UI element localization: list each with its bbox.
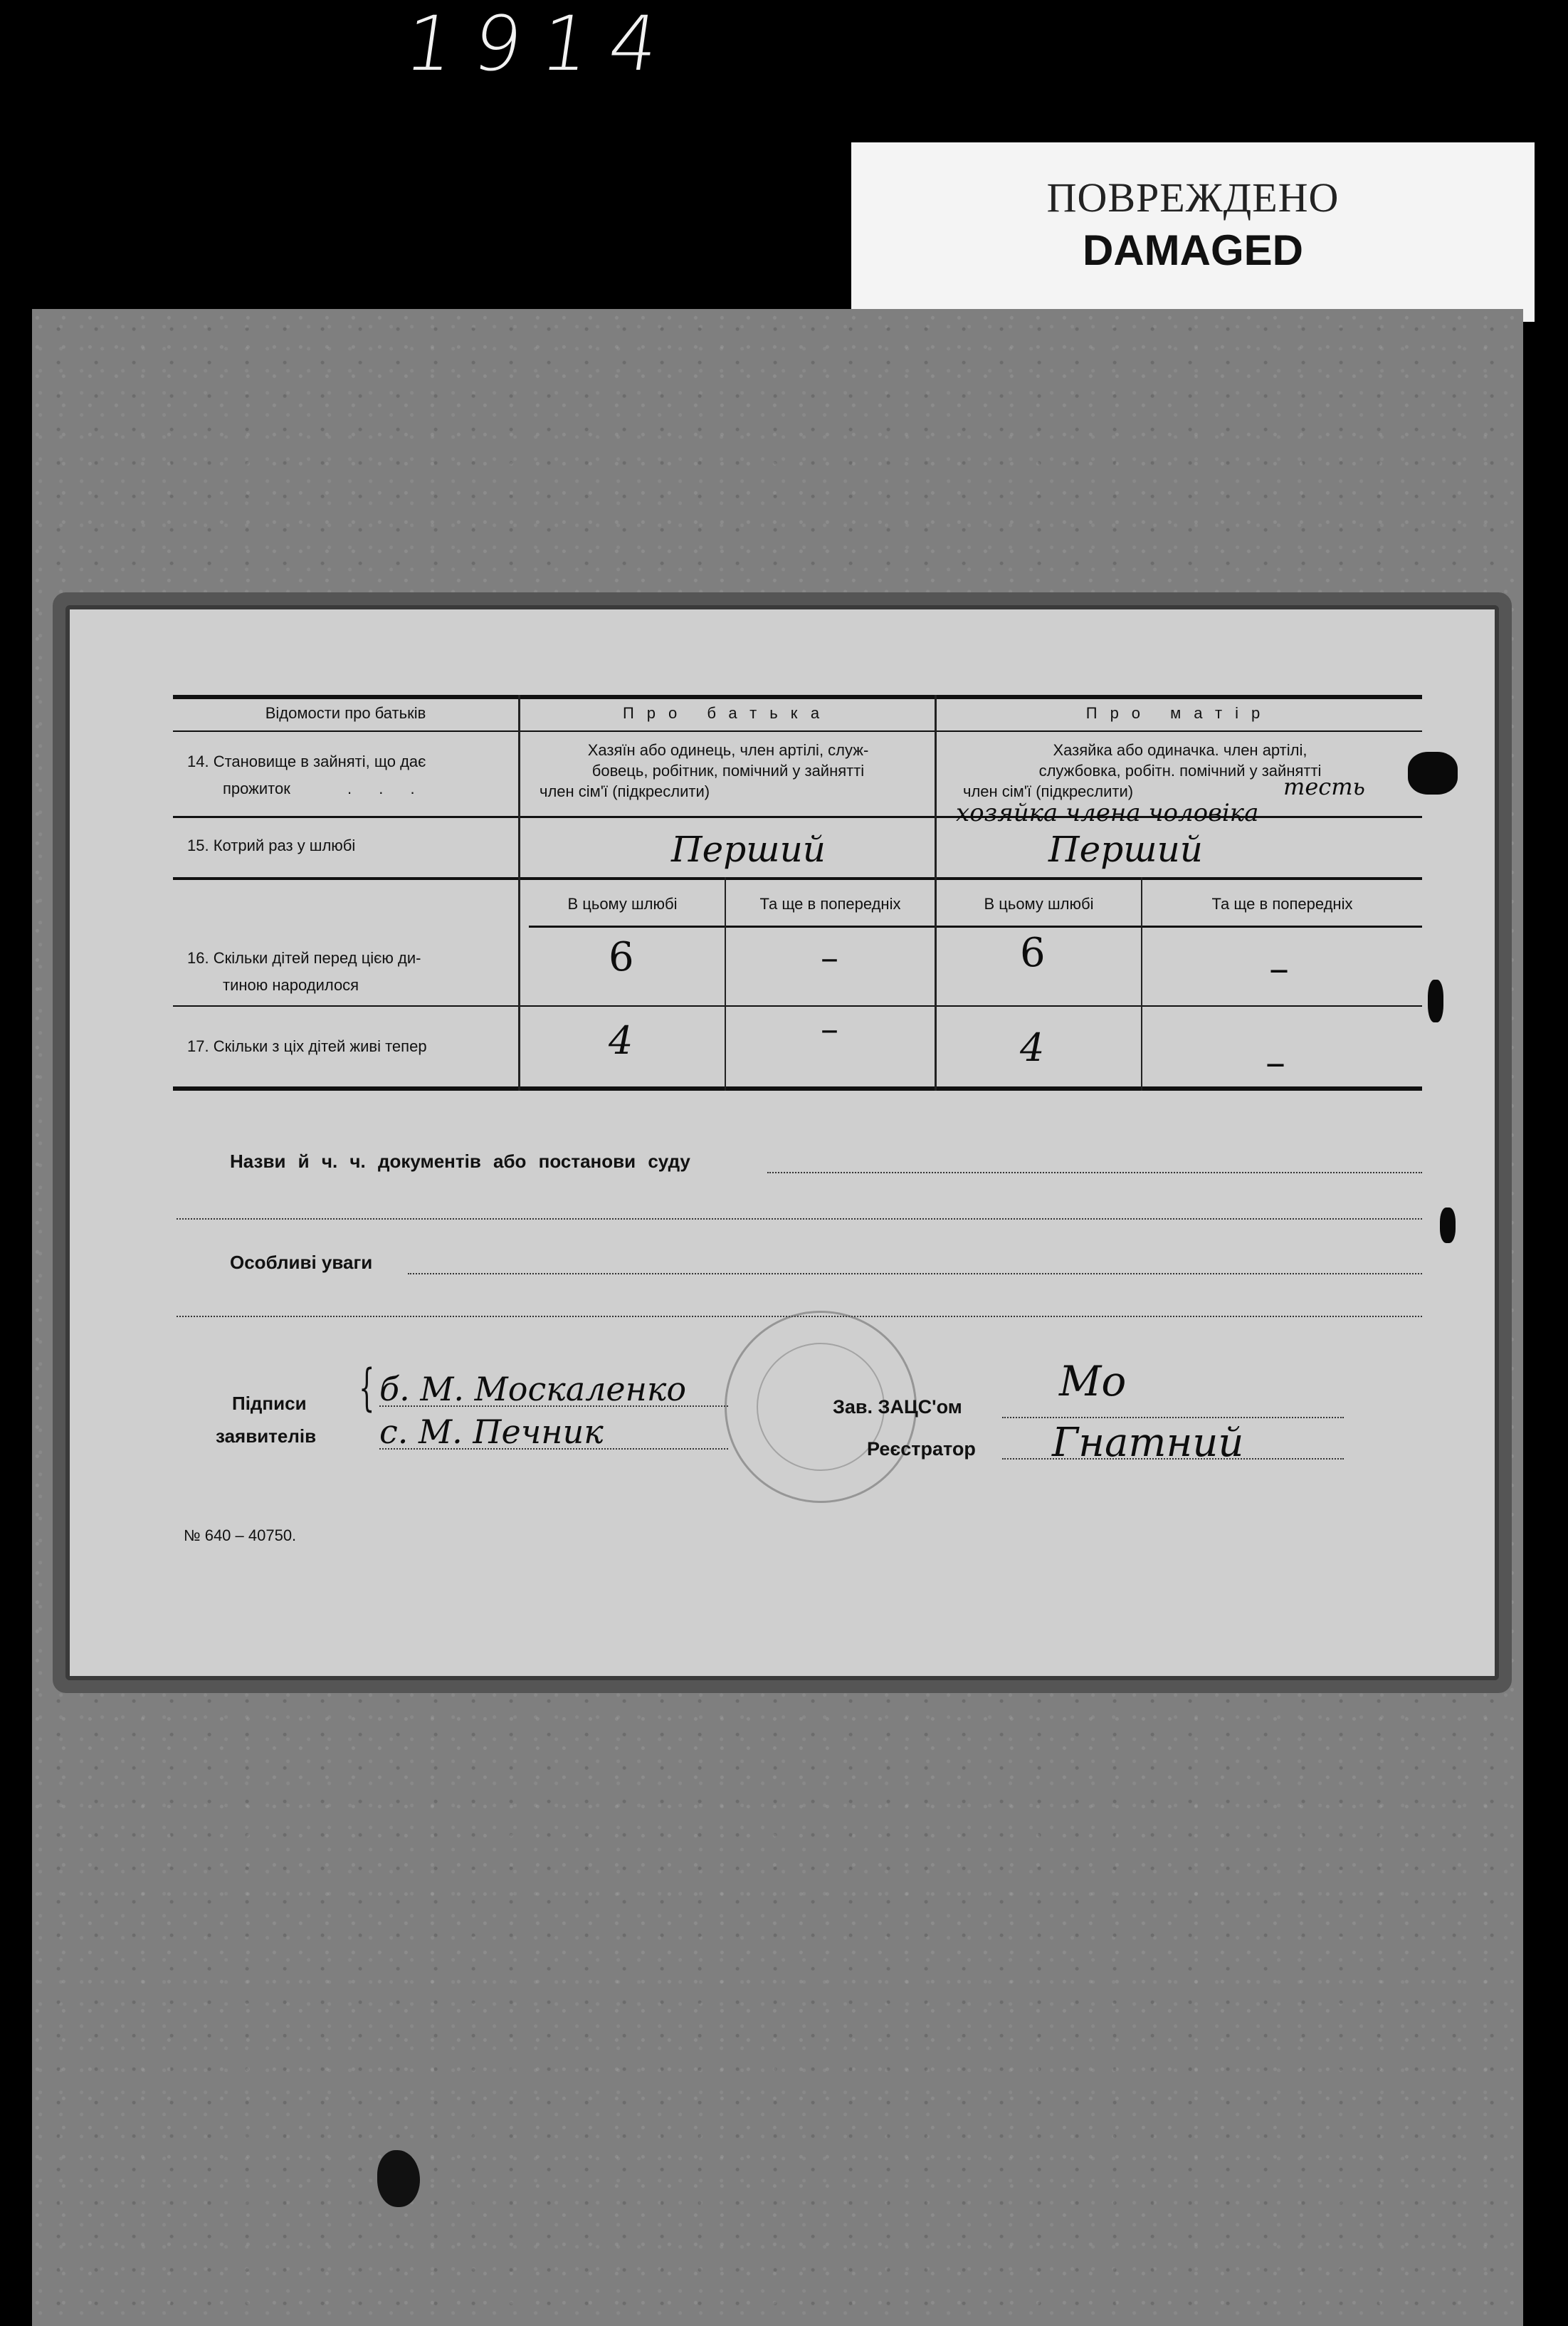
- applicants-label-line2: заявителів: [216, 1425, 317, 1447]
- documents-line-2: [177, 1218, 1422, 1220]
- head-zags-line: [1002, 1417, 1344, 1418]
- row15-label: 15. Котрий раз у шлюбі: [187, 837, 356, 854]
- head-zags-label: Зав. ЗАЦС'ом: [833, 1396, 962, 1418]
- row17-mother-prev: –: [1266, 1039, 1285, 1086]
- applicant1-signature: б. М. Москаленко: [379, 1370, 687, 1408]
- damage-hole: [1408, 752, 1458, 795]
- damaged-label-ru: ПОВРЕЖДЕНО: [1046, 174, 1340, 221]
- header-parents-info: Відомости про батьків: [265, 704, 426, 722]
- mother-previous-header: Та ще в попередніх: [1211, 895, 1353, 913]
- row14-label-cont: прожиток: [223, 780, 290, 797]
- row17-label: 17. Скільки з ціх дітей живі тепер: [187, 1037, 427, 1055]
- table-header-rule: [173, 730, 1422, 732]
- registrar-signature: Гнатний: [1052, 1420, 1244, 1466]
- header-father: Про батька: [622, 704, 833, 722]
- applicants-bracket: {: [359, 1358, 375, 1417]
- documents-line-1: [767, 1172, 1422, 1173]
- applicant2-line: [379, 1448, 728, 1450]
- row14-father-line1: Хазяїн або одинець, член артілі, служ-: [587, 741, 869, 759]
- table-top-rule: [173, 695, 1422, 699]
- row16-label-cont: тиною народилося: [223, 976, 359, 994]
- row17-mother-this: 4: [1020, 1025, 1045, 1070]
- film-frame-number: 1914: [399, 0, 684, 88]
- row14-label: 14. Становище в зайняті, що дає: [187, 753, 426, 770]
- documents-label: Назви й ч. ч. документів або постанови суду: [230, 1151, 690, 1172]
- row14-mother-handwritten: хозяйка члена чоловіка: [956, 799, 1259, 827]
- row14-father-line2: бовець, робітник, помічний у зайнятті: [591, 762, 865, 780]
- registration-form-card: Відомости про батьків Про батька Про матір 14. Становище в зайняті, що дає прожиток . . . Хазяїн або одинець, член артілі, служ- бовець, робітник, помічний у зайнятті член сім'ї (підкреслити) Хазяйка або одиначка. член артілі, службовка, робітн. помічний у зайнятті член сім'ї (підкреслити) тесть хозяйка члена чоловіка 15. Котрий раз у шлюбі Перший Перший В цьому шлюбі Та ще в попередніх В цьому шлюбі Та ще в попередніх 16. Скільки дітей перед цією ди- тиною народилося 6 – 6 – 17. Скільки з ціх дітей живі тепер 4 – 4 – Назви й ч. ч. документів або постанови суду Особливі уваги Підписи заявителів { б. М. Москаленко с. М. Печник Зав. ЗАЦС'ом Реєстратор Мо Гнатний № 640 – 40750.: [65, 605, 1499, 1680]
- damage-hole: [1440, 1207, 1456, 1243]
- father-previous-header: Та ще в попередніх: [759, 895, 901, 913]
- applicant2-signature: с. М. Печник: [379, 1413, 604, 1451]
- damaged-label-en: DAMAGED: [1083, 226, 1303, 274]
- ink-blot: [377, 2150, 420, 2207]
- remarks-line-1: [408, 1273, 1422, 1274]
- damage-hole: [1428, 980, 1443, 1022]
- head-zags-signature: Мо: [1059, 1357, 1127, 1405]
- row16-mother-this: 6: [1020, 930, 1046, 976]
- row16-label: 16. Скільки дітей перед цією ди-: [187, 949, 421, 967]
- row15-father-value: Перший: [671, 829, 826, 870]
- form-number: № 640 – 40750.: [184, 1526, 297, 1544]
- row16-rule: [173, 1005, 1422, 1007]
- mother-this-marriage-header: В цьому шлюбі: [984, 895, 1094, 913]
- applicants-label-line1: Підписи: [232, 1393, 307, 1414]
- remarks-label: Особливі уваги: [230, 1252, 373, 1273]
- row16-father-this: 6: [609, 934, 634, 980]
- row14-mother-line1: Хазяйка або одиначка. член артілі,: [1053, 741, 1307, 759]
- damaged-label: [851, 142, 1535, 322]
- row17-father-this: 4: [609, 1018, 633, 1063]
- row16-mother-prev: –: [1269, 945, 1289, 992]
- registrar-label: Реєстратор: [867, 1438, 976, 1460]
- subheader-rule: [529, 926, 1422, 928]
- row14-mother-line3: член сім'ї (підкреслити): [963, 782, 1134, 800]
- row14-mother-line2: службовка, робітн. помічний у зайнятті: [1038, 762, 1322, 780]
- father-this-marriage-header: В цьому шлюбі: [567, 895, 678, 913]
- table-bottom-rule: [173, 1086, 1422, 1091]
- applicant1-line: [379, 1405, 728, 1407]
- header-mother: Про матір: [1085, 704, 1273, 722]
- row15-mother-value: Перший: [1048, 829, 1203, 870]
- row17-father-prev: –: [821, 1008, 838, 1049]
- row14-father-line3: член сім'ї (підкреслити): [540, 782, 710, 800]
- row14-mother-handwritten-top: тесть: [1283, 773, 1365, 800]
- row15-rule: [173, 877, 1422, 880]
- row16-father-prev: –: [821, 937, 838, 978]
